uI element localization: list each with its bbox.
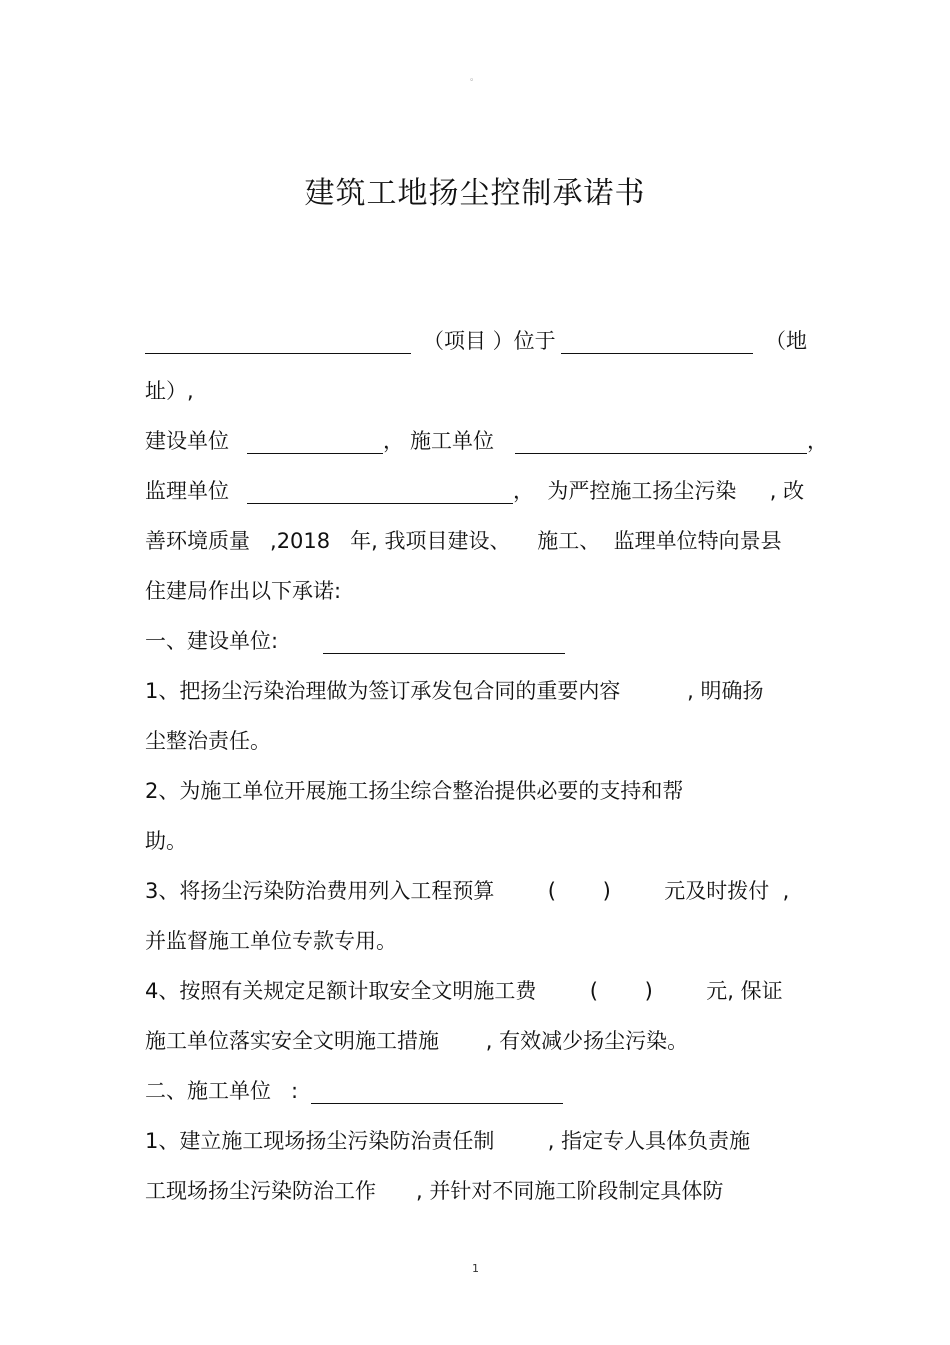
contractor-label: 施工单位 [410, 429, 494, 453]
comma-2: ， [807, 429, 828, 453]
intro-line-6: 住建局作出以下承诺: [145, 579, 342, 603]
section1-item4-line2: 施工单位落实安全文明施工措施 , 有效减少扬尘污染。 [145, 1029, 689, 1053]
section1-item2-line1: 2、为施工单位开展施工扬尘综合整治提供必要的支持和帮 [145, 779, 684, 803]
intro-line-5: 善环境质量 ,2018 年, 我项目建设、 施工、 监理单位特向景县 [145, 529, 782, 553]
supervisor-blank[interactable] [247, 502, 513, 504]
supervisor-label: 监理单位 [145, 479, 229, 503]
section1-item3-line2: 并监督施工单位专款专用。 [145, 929, 397, 953]
construction-unit-label: 建设单位 [145, 429, 229, 453]
intro-line-4 [145, 466, 815, 516]
intro-line-1 [145, 316, 815, 366]
section2-heading [145, 1066, 575, 1116]
section2-item1-line1: 1、建立施工现场扬尘污染防治责任制 , 指定专人具体负责施 [145, 1129, 751, 1153]
project-name-blank[interactable] [145, 352, 411, 354]
intro-line-4-rest: ， 为严控施工扬尘污染 , 改 [513, 479, 805, 503]
section1-unit-blank[interactable] [323, 652, 565, 654]
section2-item1-line2: 工现场扬尘污染防治工作 , 并针对不同施工阶段制定具体防 [145, 1179, 724, 1203]
document-title: 建筑工地扬尘控制承诺书 [304, 176, 646, 211]
section1-item2-line2: 助。 [145, 829, 187, 853]
intro-line-3 [145, 416, 828, 466]
project-label: （项目 ）位于 [423, 329, 556, 353]
address-blank[interactable] [561, 352, 753, 354]
header-dot: 。 [470, 73, 480, 83]
section1-heading [145, 616, 575, 666]
section1-item1-line1: 1、把扬尘污染治理做为签订承发包合同的重要内容 , 明确扬 [145, 679, 764, 703]
address-label: （地 [765, 329, 807, 353]
section2-heading-text: 二、施工单位 : [145, 1079, 299, 1103]
construction-unit-blank[interactable] [247, 452, 383, 454]
intro-line-2: 址）, [145, 379, 194, 403]
section1-item1-line2: 尘整治责任。 [145, 729, 271, 753]
section1-item3-line1: 3、将扬尘污染防治费用列入工程预算 ( ) 元及时拨付 , [145, 879, 790, 903]
contractor-blank[interactable] [515, 452, 807, 454]
page-number: 1 [472, 1262, 479, 1275]
comma-1: ， [383, 429, 404, 453]
section2-unit-blank[interactable] [311, 1102, 563, 1104]
section1-heading-text: 一、建设单位: [145, 629, 279, 653]
section1-item4-line1: 4、按照有关规定足额计取安全文明施工费 ( ) 元, 保证 [145, 979, 783, 1003]
